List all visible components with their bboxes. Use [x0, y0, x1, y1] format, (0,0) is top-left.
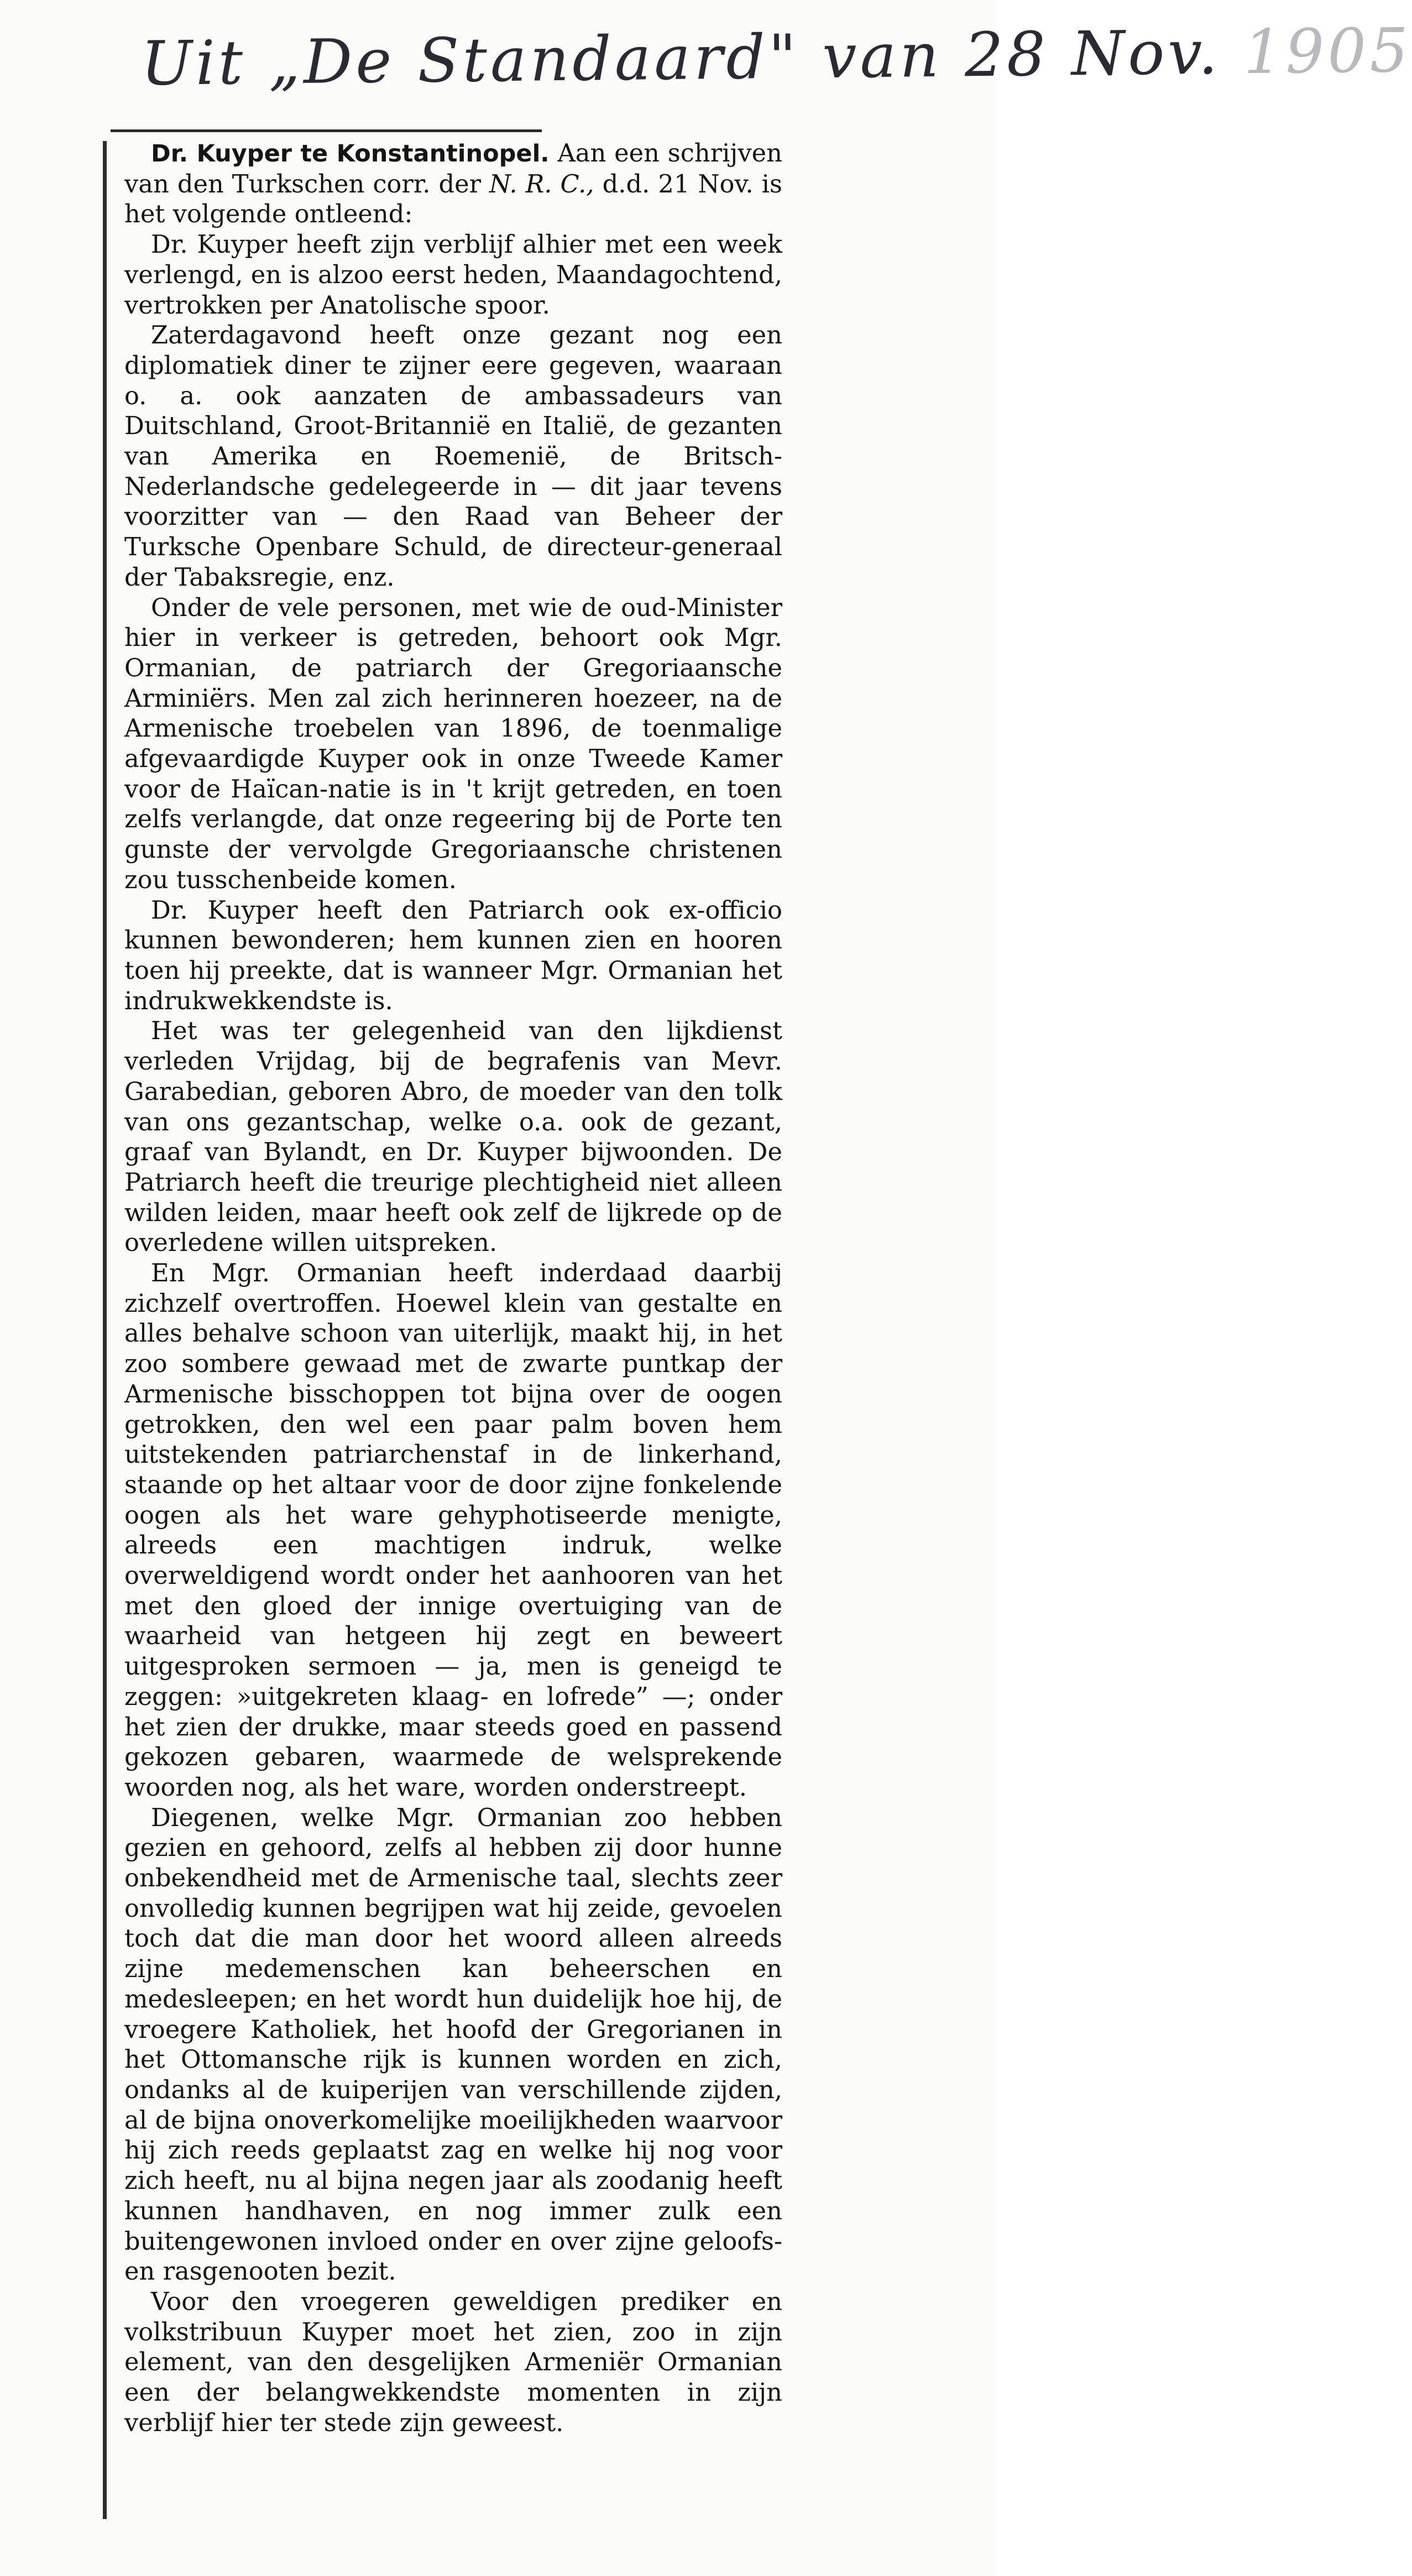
article-paragraph: Het was ter gelegenheid van den lijkdienst verleden Vrijdag, bij de begrafenis van Mevr. Garabedian, geboren Abro, de moeder van den tolk van ons gezantschap, welke o.a. ook de gezant, graaf van Bylandt, en Dr. Kuyper bijwoonden. De Patriarch heeft die treurige plechtigheid niet alleen wilden leiden, maar heeft ook zelf de lijkrede op de overledene willen uitspreken.: [124, 1016, 782, 1258]
article-paragraph: Onder de vele personen, met wie de oud-Minister hier in verkeer is getreden, behoort ook Mgr. Ormanian, de patriarch der Gregoriaansche Arminiërs. Men zal zich herinneren hoezeer, na de Armenische troebelen van 1896, de toenmalige afgevaardigde Kuyper ook in onze Tweede Kamer voor de Haïcan-natie is in 't krijt getreden, en toen zelfs verlangde, dat onze regeering bij de Porte ten gunste der vervolgde Gregoriaansche christenen zou tusschenbeide komen.: [124, 592, 782, 894]
clipping-top-rule: [111, 129, 542, 132]
intro-text-1: Aan een schrijven van den Turkschen corr. der: [124, 138, 782, 199]
handwritten-source-note: [140, 13, 1412, 105]
source-note-year: 1905: [1243, 14, 1412, 88]
intro-text-2: d.d. 21 Nov. is het volgende ontleend:: [124, 169, 782, 229]
article-paragraph: Dr. Kuyper heeft zijn verblijf alhier met een week verlengd, en is alzoo eerst heden, Maandagochtend, vertrokken per Anatolische spoor.: [124, 230, 782, 320]
article-headline: Dr. Kuyper te Konstantinopel.: [151, 140, 550, 168]
newspaper-clipping: [124, 138, 782, 2438]
clipping-left-edge: [103, 141, 107, 2519]
article-paragraph: En Mgr. Ormanian heeft inderdaad daarbij zichzelf overtroffen. Hoewel klein van gestalte en alles behalve schoon van uiterlijk, maakt hij, in het zoo sombere gewaad met de zwarte puntkap der Armenische bisschoppen tot bijna over de oogen getrokken, den wel een paar palm boven hem uitstekenden patriarchenstaf in de linkerhand, staande op het altaar voor de door zijne fonkelende oogen als het ware gehyphotiseerde menigte, alreeds een machtigen indruk, welke overweldigend wordt onder het aanhooren van het met den gloed der innige overtuiging van de waarheid van hetgeen hij zegt en beweert uitgesproken sermoen — ja, men is geneigd te zeggen: »uitgekreten klaag- en lofrede” —; onder het zien der drukke, maar steeds goed en passend gekozen gebaren, waarmede de welsprekende woorden nog, als het ware, worden onderstreept.: [124, 1258, 782, 1802]
article-paragraph: Dr. Kuyper heeft den Patriarch ook ex-officio kunnen bewonderen; hem kunnen zien en hooren toen hij preekte, dat is wanneer Mgr. Ormanian het indrukwekkendste is.: [124, 895, 782, 1015]
source-note-text: Uit „De Standaard" van 28 Nov.: [140, 17, 1222, 99]
article-paragraph: Voor den vroegeren geweldigen prediker en volkstribuun Kuyper moet het zien, zoo in zijn element, van den desgelijken Armeniër Ormanian een der belangwekkendste momenten in zijn verblijf hier ter stede zijn geweest.: [124, 2286, 782, 2437]
article-intro: [124, 138, 782, 230]
article-paragraph: Diegenen, welke Mgr. Ormanian zoo hebben gezien en gehoord, zelfs al hebben zij door hunne onbekendheid met de Armenische taal, slechts zeer onvolledig kunnen begrijpen wat hij zeide, gevoelen toch dat die man door het woord alleen alreeds zijne medemenschen kan beheerschen en medesleepen; en het wordt hun duidelijk hoe hij, de vroegere Katholiek, het hoofd der Gregorianen in het Ottomansche rijk is kunnen worden en zich, ondanks al de kuiperijen van verschillende zijden, al de bijna onoverkomelijke moeilijkheden waarvoor hij zich reeds geplaatst zag en welke hij nog voor zich heeft, nu al bijna negen jaar als zoodanig heeft kunnen handhaven, en nog immer zulk een buitengewonen invloed onder en over zijne geloofs- en rasgenooten bezit.: [124, 1802, 782, 2286]
article-paragraph: Zaterdagavond heeft onze gezant nog een diplomatiek diner te zijner eere gegeven, waaraan o. a. ook aanzaten de ambassadeurs van Duitschland, Groot-Britannië en Italië, de gezanten van Amerika en Roemenië, de Britsch-Nederlandsche gedelegeerde in — dit jaar tevens voorzitter van — den Raad van Beheer der Turksche Openbare Schuld, de directeur-generaal der Tabaksregie, enz.: [124, 320, 782, 592]
intro-abbr: N. R. C.,: [489, 169, 594, 199]
